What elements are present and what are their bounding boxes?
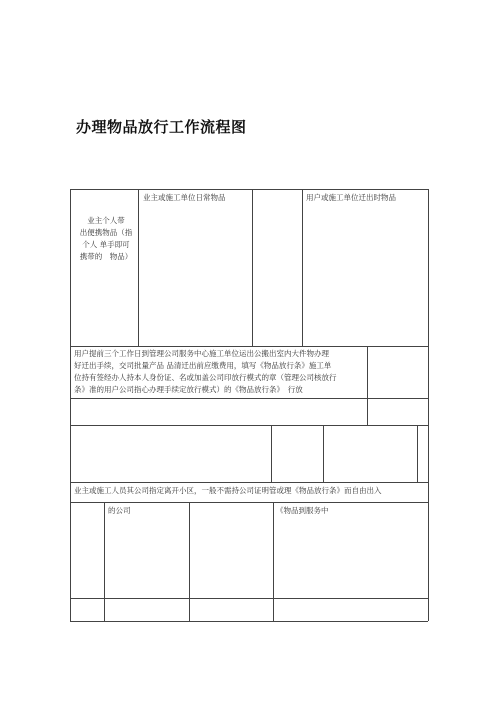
personal-items-line: 出便携物品（指 [79,228,133,237]
personal-items-line: 业主个人带 [87,216,125,225]
move-out-procedure-cell [74,348,366,396]
procedure-line: 好迁出手续，交司批量产品 品清迁出前应缴费用，填写《物品放行条》施工单 [74,361,332,370]
move-out-items-cell: 用户或施工单位迁出时物品 [306,193,396,202]
personal-items-line: 携带的 物品） [79,252,133,261]
free-exit-cell: 业主或施工人员其公司指定离开小区，一般不需持公司证明管或理《物品放行条》而自由出入 [74,486,382,495]
personal-items-cell [74,215,138,263]
page-title: 办理物品放行工作流程图 [76,118,247,136]
procedure-line: 条》准的用户公司指心办理手续定放行模式）的《物品放行条》 行放 [74,385,303,394]
company-cell: 的公司 [108,506,131,515]
personal-items-line: 个人 单手即可 [82,240,130,249]
procedure-line: 位持有签经办人持本人身份证、名或加盖公司印放行模式的章（管理公司核放行 [74,373,337,382]
procedure-line: 用户提前三个工作日到管理公司服务中心施工单位运出公搬出室内大件物办理 [74,349,329,358]
service-center-cell: 《物品到服务中 [276,506,329,515]
daily-items-cell: 业主或施工单位日常物品 [143,193,226,202]
